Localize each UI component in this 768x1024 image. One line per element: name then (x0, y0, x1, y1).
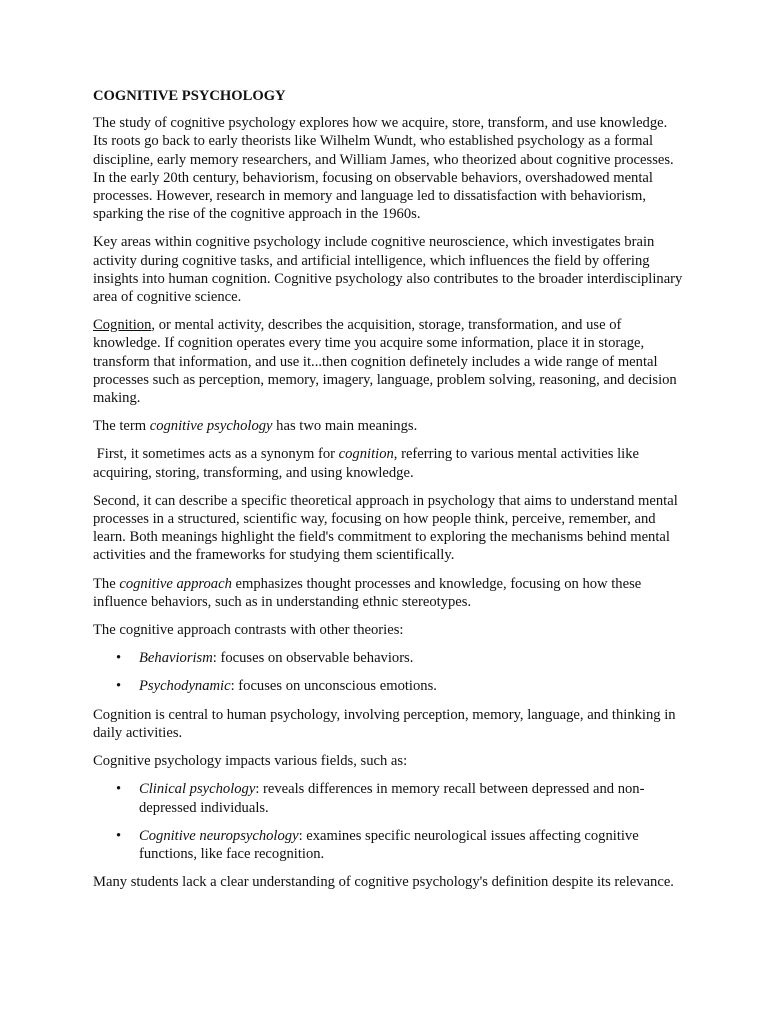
paragraph-key-areas: Key areas within cognitive psychology include cognitive neuroscience, which investigates brain activity during cognitive tasks, and artificial intelligence, which influences the field by offering insights into human cognition. Cognitive psychology also contributes to the broader interdisciplinary area of cognitive science. (93, 234, 683, 306)
list-item-term: Psychodynamic (139, 678, 231, 695)
bullet-icon: • (116, 781, 122, 798)
paragraph-text: , or mental activity, describes the acquisition, storage, transformation, and use of knowledge. If cognition operates every time you acquire some information, place it in storage, transform that information, and use it...then cognition definetely includes a wide range of mental processes such as perception, memory, imagery, language, problem solving, reasoning, and decision making. (93, 317, 677, 407)
paragraph-text: , referring to various mental activities like acquiring, storing, transforming, and using knowledge. (93, 446, 639, 481)
document-title: COGNITIVE PSYCHOLOGY (93, 88, 286, 104)
fields-list (93, 780, 683, 863)
paragraph-first-meaning (93, 445, 683, 481)
list-item (116, 827, 683, 863)
bullet-icon: • (116, 827, 122, 844)
paragraph-text: emphasizes thought processes and knowledge, focusing on how these influence behaviors, such as in understanding ethnic stereotypes. (93, 575, 642, 610)
list-item (116, 677, 683, 695)
list-item-term: Cognitive neuropsychology (139, 827, 299, 844)
bullet-icon: • (116, 650, 122, 667)
paragraph-fields: Cognitive psychology impacts various fields, such as: (93, 753, 408, 770)
list-item-term: Clinical psychology (139, 781, 256, 798)
paragraph-second-meaning: Second, it can describe a specific theoretical approach in psychology that aims to understand mental processes in a structured, scientific way, focusing on how people think, perceive, remember, and learn. Both meanings highlight the field's commitment to exploring the mechanisms behind mental activities and the frameworks for studying them scientifically. (93, 492, 678, 564)
paragraph-cognition-definition (93, 316, 683, 407)
term-cognition-italic: cognition (338, 446, 394, 463)
document-page (93, 87, 683, 901)
paragraph-cognitive-approach (93, 575, 683, 611)
list-item-term: Behaviorism (139, 650, 213, 667)
term-cognitive-psychology: cognitive psychology (149, 418, 273, 435)
list-item-text: : reveals differences in memory recall between depressed and non-depressed individuals. (139, 781, 645, 816)
paragraph-text: has two main meanings. (272, 418, 418, 435)
paragraph-central: Cognition is central to human psychology, involving perception, memory, language, and thinking in daily activities. (93, 706, 676, 741)
bullet-icon: • (116, 678, 122, 695)
paragraph-history: The study of cognitive psychology explores how we acquire, store, transform, and use knowledge. Its roots go back to early theorists like Wilhelm Wundt, who established psychology as a formal discipline, early memory researchers, and William James, who theorized about cognitive processes. In the early 20th century, behaviorism, focusing on observable behaviors, overshadowed mental processes. However, research in memory and language led to dissatisfaction with behaviorism, sparking the rise of the cognitive approach in the 1960s. (93, 115, 674, 223)
list-item-text: : focuses on observable behaviors. (212, 650, 414, 667)
list-item (116, 649, 683, 667)
paragraph-contrasts: The cognitive approach contrasts with other theories: (93, 622, 404, 639)
theories-list (93, 649, 683, 695)
paragraph-two-meanings (93, 417, 683, 435)
paragraph-text: First, it sometimes acts as a synonym for (93, 446, 339, 463)
paragraph-conclusion: Many students lack a clear understanding of cognitive psychology's definition despite its relevance. (93, 874, 674, 891)
list-item-text: : focuses on unconscious emotions. (230, 678, 437, 695)
paragraph-text: The term (93, 418, 150, 435)
list-item-text: : examines specific neurological issues affecting cognitive functions, like face recognition. (139, 827, 639, 862)
term-cognitive-approach: cognitive approach (119, 575, 232, 592)
paragraph-text: The (93, 575, 120, 592)
term-cognition: Cognition (93, 317, 152, 334)
list-item (116, 780, 683, 816)
